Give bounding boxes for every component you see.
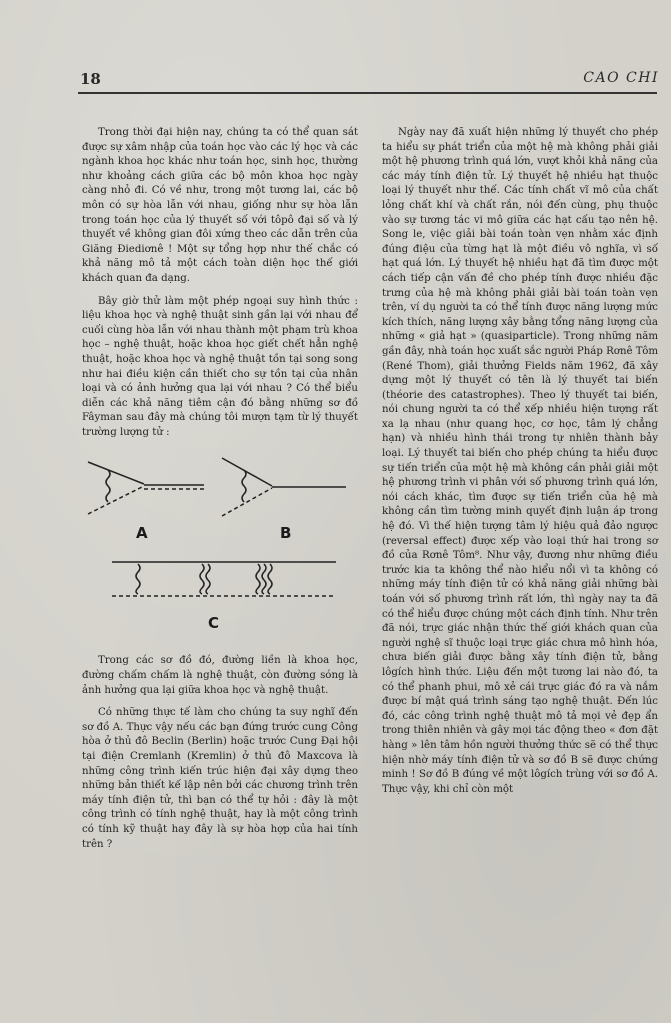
feynman-diagrams-drawing [82,450,358,640]
diagram-c-wavy-1 [136,564,140,594]
left-paragraph-1: Trong thời đại hiện nay, chúng ta có thể quan sát được sự xâm nhập của toán học vào các lý học và các ngành khoa học khác như toán học, sinh học, thường như khoảng cách giữa các bộ môn khoa học ngày càng nhỏ đi. Có về như, trong một tương lai, các bộ môn có sự hòa lẫn với nhau, giống như sự hòa lẫn trong toán học của lý thuyết số với tôpô đại số và lý thuyết về không gian đôi xứng theo các dẫn trên của Giăng Điediơnê ! Một sự tổng hợp như thế chắc có khả năng mô tả một cách toàn diện học thế giới khách quan đa dạng. [82,127,358,284]
diagram-a-dotted-line [88,486,144,514]
diagram-c-wavy-2 [200,564,204,594]
running-head: CAO CHI [583,70,659,86]
diagram-b [222,458,346,516]
header-rule [78,92,657,94]
diagram-b-wavy-line [242,470,246,502]
diagram-b-dotted-line [222,488,272,516]
diagram-c-wavy-6 [268,564,272,594]
diagram-c-wavy-3 [206,564,210,594]
left-column [82,126,358,860]
diagram-c-label: C [208,614,220,633]
diagram-a [88,462,204,514]
diagram-a-wavy-line [106,470,110,502]
diagram-c-wavy-4 [256,564,260,594]
left-paragraph-3: Trong các sơ đồ đó, đường liền là khoa học, đường chấm chấm là nghệ thuật, còn đường sóng là ảnh hưởng qua lại giữa khoa học và nghệ thuật. [82,655,358,696]
diagram-c [112,562,336,596]
right-paragraph-1: Ngày nay đã xuất hiện những lý thuyết cho phép ta hiểu sự phát triển của một hệ mà không phải giải một hệ phương trình quá lớn, vượt khỏi khả năng của các máy tính điện tử. Lý thuyết hệ nhiều hạt thuộc loại lý thuyết như thế. Các tính chất vĩ mô của chất lỏng chất khí và chất rắn, nói đến cùng, phụ thuộc vào sự tương tác vi mô giữa các hạt cấu tạo nên hệ. Song le, việc giải bài toán toàn vẹn nhằm xác định đúng điệu của từng hạt là một điều vô nghĩa, vì số hạt quá lớn. Lý thuyết hệ nhiều hạt đã tìm được một cách tiếp cận vấn đề cho phép tính được nhiều đặc trưng của hệ mà không phải giải bài toán toàn vẹn trên, ví dụ người ta có thể tính được năng lượng mức kích thích, năng lượng xây bằng tổng năng lượng của những « giả hạt » (quasiparticle). Trong những năm gần đây, nhà toán học xuất sắc người Pháp Rơnê Tôm (René Thom), giải thưởng Fields năm 1962, đã xây dựng một lý thuyết có tên là lý thuyết tai biến (théorie des catastrophes). Theo lý thuyết tai biến, nói chung người ta có thể xếp nhiều hiện tượng rất xa lạ nhau (như quang học, cơ học, tâm lý chẳng hạn) và nhiều hình thái trong tự nhiên thành bảy loại. Lý thuyết tai biến cho phép chúng ta hiểu được sự tiến triển của một hệ mà không cần phải giải một hệ phương trình vi phân với số phương trình quá lớn, nói cách khác, tìm được sự tiến triển của hệ mà không cần tìm tường minh quyết định luận áp trong hệ đó. Vì thế hiện tượng tâm lý hiệu quả đảo ngược (reversal effect) được xếp vào loại thứ hai trong sơ đồ của Rơnê Tôm⁸. Như vậy, đương như những điều trước kia ta không thể nào hiểu nổi vì ta không có những máy tính điện tử có khả năng giải những bài toán với số phương trình rất lớn, thì ngày nay ta đã có thể hiểu được chúng một cách định tính. Như trên đã nói, trực giác nhận thức thế giới khách quan của người nghệ sĩ thuộc loại trực giác chưa mô hình hóa, chưa biến giải được bằng xây tính điện tử, bằng lôgích hình thức. Liệu đến một tương lai nào đó, ta có thể phanh phui, mô xẻ cái trực giác đó ra và nắm được bí mật quá trình sáng tạo nghệ thuật. Đến lúc đó, các công trình nghệ thuật mô tả mọi vẻ đẹp ẩn trong thiên nhiên và gây mọi tác động theo « đơn đặt hàng » lên tâm hồn người thưởng thức sẽ có thể thực hiện nhờ máy tính điện tử và sơ đồ B sẽ được chứng minh ! Sơ đồ B đúng về một lôgích trùng với sơ đồ A. Thực vậy, khi chỉ còn một [382,127,658,795]
feynman-diagrams [82,450,358,640]
diagram-c-wavy-5 [262,564,266,594]
left-paragraph-4: Có những thực tế làm cho chúng ta suy nghĩ đến sơ đồ A. Thực vậy nếu các bạn đứng trước cung Công hòa ở thủ đô Beclin (Berlin) hoặc trước Cung Đại hội tại điện Cremlanh (Kremlin) ở thủ đô Maxcova là những công trình kiến trúc hiện đại xây dựng theo những bản thiết kế lập nên bởi các chương trình trên máy tính điện tử, thì bạn có thể tự hỏi : đây là một công trình có tính nghệ thuật, hay là một công trình có tính kỹ thuật hay đây là sự hòa hợp của hai tính trên ? [82,707,358,850]
diagram-b-solid-line [222,458,272,486]
diagram-b-label: B [280,524,292,543]
diagram-a-label: A [136,524,148,543]
diagram-a-solid-line [88,462,144,484]
left-paragraph-2: Bây giờ thử làm một phép ngoại suy hình thức : liệu khoa học và nghệ thuật sinh gần lại với nhau để cuối cùng hòa lẫn với nhau thành một phạm trù khoa học – nghệ thuật, hoặc khoa học giết chết hẳn nghệ thuật, hoặc khoa học và nghệ thuật tồn tại song song như hai điều kiện cần thiết cho sự tồn tại của nhân loại và có ảnh hưởng qua lại với nhau ? Có thể biểu diễn các khả năng tiêm cận đó bằng những sơ đồ Fâyman sau đây mà chúng tôi mượn tạm từ lý thuyết trường lượng tử : [82,295,358,438]
page-number: 18 [80,70,101,88]
right-column [382,126,658,805]
